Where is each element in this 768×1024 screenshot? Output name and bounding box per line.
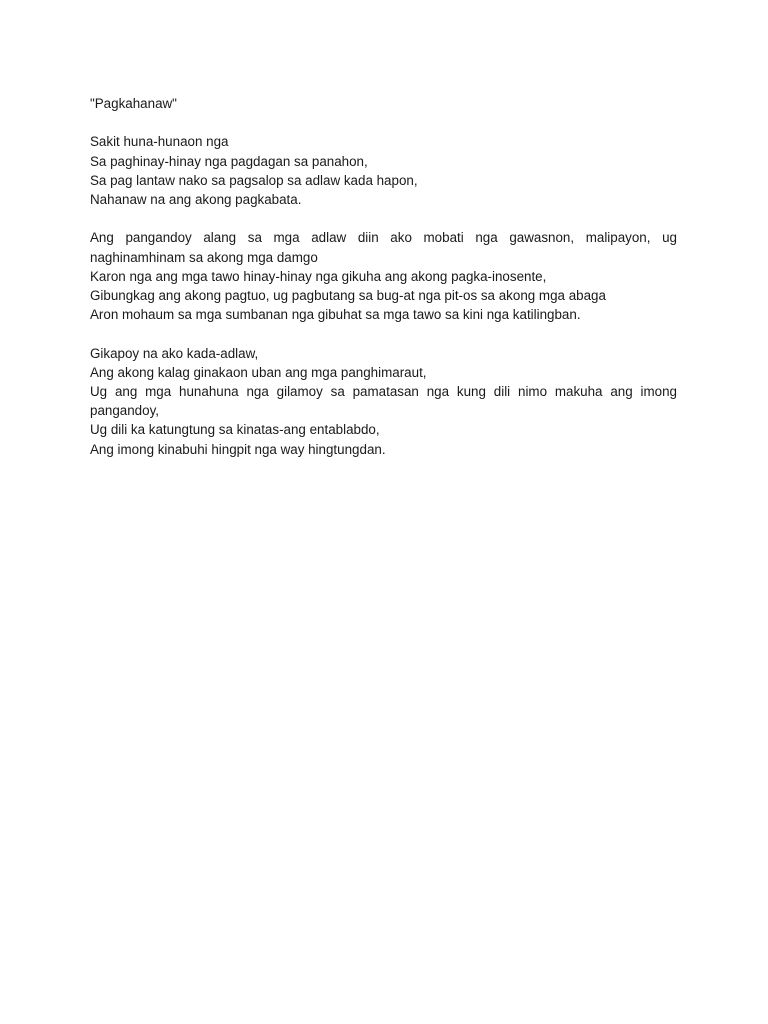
poem-line: Ug dili ka katungtung sa kinatas-ang entablabdo,: [90, 422, 380, 438]
poem-line: Gibungkag ang akong pagtuo, ug pagbutang sa bug-at nga pit-os sa akong mga abaga: [90, 288, 606, 303]
poem-line: Ang pangandoy alang sa mga adlaw diin ako mobati nga gawasnon, malipayon, ug naghinamhinam sa akong mga damgo: [90, 230, 677, 265]
poem-line: Gikapoy na ako kada-adlaw,: [90, 345, 259, 361]
stanza-3: [90, 344, 677, 459]
poem-line: Sa paghinay-hinay nga pagdagan sa panahon,: [90, 153, 368, 169]
poem-body: [90, 94, 677, 478]
poem-line: Sa pag lantaw nako sa pagsalop sa adlaw kada hapon,: [90, 172, 418, 188]
poem-line: Ang akong kalag ginakaon uban ang mga panghimaraut,: [90, 364, 427, 380]
stanza-2: [90, 228, 677, 324]
stanza-1: [90, 132, 677, 209]
poem-line: Sakit huna-hunaon nga: [90, 134, 229, 150]
poem-line: Ang imong kinabuhi hingpit nga way hingtungdan.: [90, 441, 386, 457]
poem-line: Nahanaw na ang akong pagkabata.: [90, 192, 302, 207]
poem-line: Karon nga ang mga tawo hinay-hinay nga gikuha ang akong pagka-inosente,: [90, 268, 547, 284]
poem-line: Aron mohaum sa mga sumbanan nga gibuhat sa mga tawo sa kini nga katilingban.: [90, 307, 581, 323]
poem-title: "Pagkahanaw": [90, 96, 177, 111]
poem-line: Ug ang mga hunahuna nga gilamoy sa pamatasan nga kung dili nimo makuha ang imong pangandoy,: [90, 384, 677, 419]
